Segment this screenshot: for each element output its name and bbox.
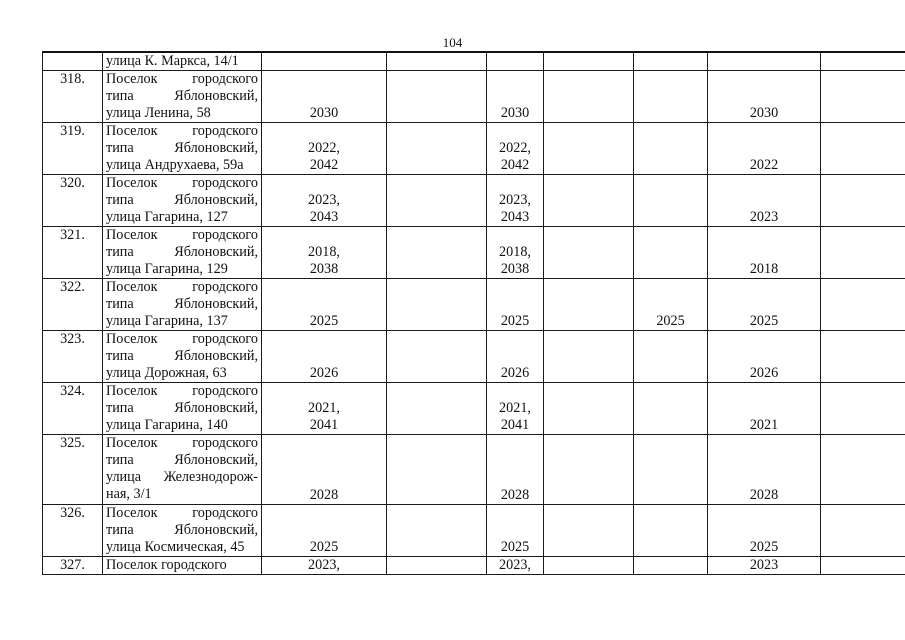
year-cell [634, 435, 708, 505]
year-value: 2021, [308, 400, 340, 416]
empty-cell [544, 505, 634, 557]
empty-cell [387, 505, 487, 557]
year-cell [708, 331, 821, 383]
address-line: типа Яблоновский, [106, 88, 258, 104]
year-cell [262, 435, 387, 505]
year-cell [634, 175, 708, 227]
year-cell [487, 227, 544, 279]
year-value: 2023 [749, 209, 779, 225]
table-row-continued [43, 52, 905, 71]
year-cell [634, 71, 708, 123]
year-cell [708, 71, 821, 123]
row-number: 320. [60, 175, 85, 191]
address-line: улица Гагарина, 140 [106, 417, 228, 433]
year-value: 2025 [309, 539, 339, 555]
year-cell [487, 279, 544, 331]
address-line: улица К. Маркса, 14/1 [106, 53, 239, 69]
address-cell [103, 383, 262, 435]
address-line: Поселок городского [106, 435, 258, 451]
table-row [43, 71, 905, 123]
year-value: 2026 [309, 365, 339, 381]
year-cell [634, 227, 708, 279]
year-value: 2023, [308, 192, 340, 208]
year-cell [708, 123, 821, 175]
year-value: 2022, [499, 140, 531, 156]
address-line: Поселок городского [106, 557, 227, 573]
address-line: Поселок городского [106, 123, 258, 139]
empty-cell [821, 279, 905, 331]
row-number-cell [43, 331, 103, 383]
row-number-cell [43, 557, 103, 575]
row-number-cell [43, 175, 103, 227]
address-line: типа Яблоновский, [106, 192, 258, 208]
address-cell [103, 227, 262, 279]
table-row [43, 123, 905, 175]
empty-cell [544, 52, 634, 71]
year-cell [487, 175, 544, 227]
address-line: улица Гагарина, 127 [106, 209, 228, 225]
address-line: улица Космическая, 45 [106, 539, 245, 555]
empty-cell [544, 71, 634, 123]
row-number-cell [43, 227, 103, 279]
empty-cell [387, 175, 487, 227]
empty-cell [387, 279, 487, 331]
table-row [43, 175, 905, 227]
year-value: 2021 [749, 417, 779, 433]
address-line: типа Яблоновский, [106, 400, 258, 416]
empty-cell [544, 383, 634, 435]
row-number: 326. [60, 505, 85, 521]
empty-cell [387, 331, 487, 383]
year-cell [262, 383, 387, 435]
year-cell [634, 123, 708, 175]
empty-cell [544, 435, 634, 505]
address-cell [103, 279, 262, 331]
year-value: 2021, [499, 400, 531, 416]
year-value: 2041 [309, 417, 339, 433]
year-cell [262, 227, 387, 279]
year-value: 2025 [749, 313, 779, 329]
year-value: 2028 [309, 487, 339, 503]
address-line: Поселок городского [106, 383, 258, 399]
year-value: 2018, [499, 244, 531, 260]
row-number-cell [43, 123, 103, 175]
empty-cell [821, 52, 905, 71]
year-cell [262, 279, 387, 331]
empty-cell [544, 227, 634, 279]
year-cell [708, 557, 821, 575]
year-value: 2023 [749, 557, 779, 573]
empty-cell [821, 435, 905, 505]
empty-cell [821, 175, 905, 227]
empty-cell [821, 71, 905, 123]
year-cell [708, 279, 821, 331]
address-line: Поселок городского [106, 71, 258, 87]
table-row [43, 435, 905, 505]
address-cell [103, 435, 262, 505]
address-line: улица Гагарина, 137 [106, 313, 228, 329]
empty-cell [821, 505, 905, 557]
year-value: 2028 [500, 487, 530, 503]
address-line: типа Яблоновский, [106, 522, 258, 538]
year-cell [487, 505, 544, 557]
year-value: 2028 [749, 487, 779, 503]
year-value: 2025 [309, 313, 339, 329]
year-value: 2022 [749, 157, 779, 173]
empty-cell [387, 227, 487, 279]
year-cell [708, 227, 821, 279]
year-value: 2018, [308, 244, 340, 260]
empty-cell [387, 435, 487, 505]
empty-cell [821, 383, 905, 435]
empty-cell [387, 52, 487, 71]
year-value: 2018 [749, 261, 779, 277]
year-value: 2030 [309, 105, 339, 121]
year-cell [262, 331, 387, 383]
year-value: 2043 [500, 209, 530, 225]
address-cell [103, 71, 262, 123]
empty-cell [544, 331, 634, 383]
year-value: 2042 [500, 157, 530, 173]
empty-cell [387, 557, 487, 575]
year-cell [634, 331, 708, 383]
year-cell [634, 557, 708, 575]
address-line: типа Яблоновский, [106, 296, 258, 312]
empty-cell [821, 123, 905, 175]
empty-cell [544, 123, 634, 175]
address-line: Поселок городского [106, 279, 258, 295]
address-line: улица Дорожная, 63 [106, 365, 227, 381]
year-cell [262, 175, 387, 227]
address-line: типа Яблоновский, [106, 348, 258, 364]
year-cell [487, 71, 544, 123]
year-cell [487, 557, 544, 575]
row-number: 325. [60, 435, 85, 451]
row-number-cell [43, 505, 103, 557]
year-cell [708, 383, 821, 435]
address-line: Поселок городского [106, 331, 258, 347]
year-cell [634, 279, 708, 331]
year-value: 2026 [749, 365, 779, 381]
row-number: 324. [60, 383, 85, 399]
empty-cell [544, 175, 634, 227]
address-line: ная, 3/1 [106, 486, 152, 502]
empty-cell [387, 123, 487, 175]
row-number-cell [43, 383, 103, 435]
empty-cell [544, 279, 634, 331]
address-cell [103, 505, 262, 557]
register-table [42, 51, 905, 575]
year-cell [708, 505, 821, 557]
table-row [43, 557, 905, 575]
row-number: 323. [60, 331, 85, 347]
year-value: 2022, [308, 140, 340, 156]
address-cell [103, 557, 262, 575]
year-value: 2038 [500, 261, 530, 277]
row-number-cell [43, 71, 103, 123]
address-line: типа Яблоновский, [106, 244, 258, 260]
year-value: 2030 [749, 105, 779, 121]
year-value: 2025 [749, 539, 779, 555]
year-cell [487, 52, 544, 71]
year-cell [708, 175, 821, 227]
table-row [43, 227, 905, 279]
row-number: 318. [60, 71, 85, 87]
address-line: улица Андрухаева, 59а [106, 157, 244, 173]
year-cell [262, 123, 387, 175]
address-line: улица Гагарина, 129 [106, 261, 228, 277]
year-value: 2041 [500, 417, 530, 433]
address-line: Поселок городского [106, 505, 258, 521]
address-cell [103, 123, 262, 175]
address-line: Поселок городского [106, 175, 258, 191]
year-cell [487, 123, 544, 175]
address-cell [103, 331, 262, 383]
address-line: типа Яблоновский, [106, 452, 258, 468]
address-line: Поселок городского [106, 227, 258, 243]
year-cell [262, 505, 387, 557]
row-number: 321. [60, 227, 85, 243]
empty-cell [821, 227, 905, 279]
empty-cell [544, 557, 634, 575]
table-row [43, 383, 905, 435]
year-cell [634, 52, 708, 71]
address-line: улица Железнодорож- [106, 469, 258, 485]
year-value: 2025 [500, 539, 530, 555]
year-value: 2023, [308, 557, 340, 573]
year-value: 2025 [656, 313, 685, 329]
table-row [43, 279, 905, 331]
year-cell [487, 383, 544, 435]
year-value: 2043 [309, 209, 339, 225]
year-cell [487, 435, 544, 505]
page-number: 104 [442, 35, 463, 50]
year-value: 2023, [499, 557, 531, 573]
year-value: 2025 [500, 313, 530, 329]
row-number-cell [43, 435, 103, 505]
row-number: 322. [60, 279, 85, 295]
row-number: 319. [60, 123, 85, 139]
address-line: типа Яблоновский, [106, 140, 258, 156]
year-cell [262, 557, 387, 575]
row-number-cell [43, 52, 103, 71]
year-value: 2026 [500, 365, 530, 381]
year-cell [262, 71, 387, 123]
empty-cell [821, 557, 905, 575]
empty-cell [387, 71, 487, 123]
year-cell [262, 52, 387, 71]
year-value: 2023, [499, 192, 531, 208]
table-row [43, 331, 905, 383]
row-number-cell [43, 279, 103, 331]
empty-cell [387, 383, 487, 435]
year-cell [708, 52, 821, 71]
year-value: 2030 [500, 105, 530, 121]
year-value: 2042 [309, 157, 339, 173]
empty-cell [821, 331, 905, 383]
year-value: 2038 [309, 261, 339, 277]
year-cell [634, 383, 708, 435]
year-cell [487, 331, 544, 383]
table-row [43, 505, 905, 557]
year-cell [708, 435, 821, 505]
address-cell [103, 52, 262, 71]
address-cell [103, 175, 262, 227]
row-number: 327. [60, 557, 85, 573]
address-line: улица Ленина, 58 [106, 105, 211, 121]
year-cell [634, 505, 708, 557]
